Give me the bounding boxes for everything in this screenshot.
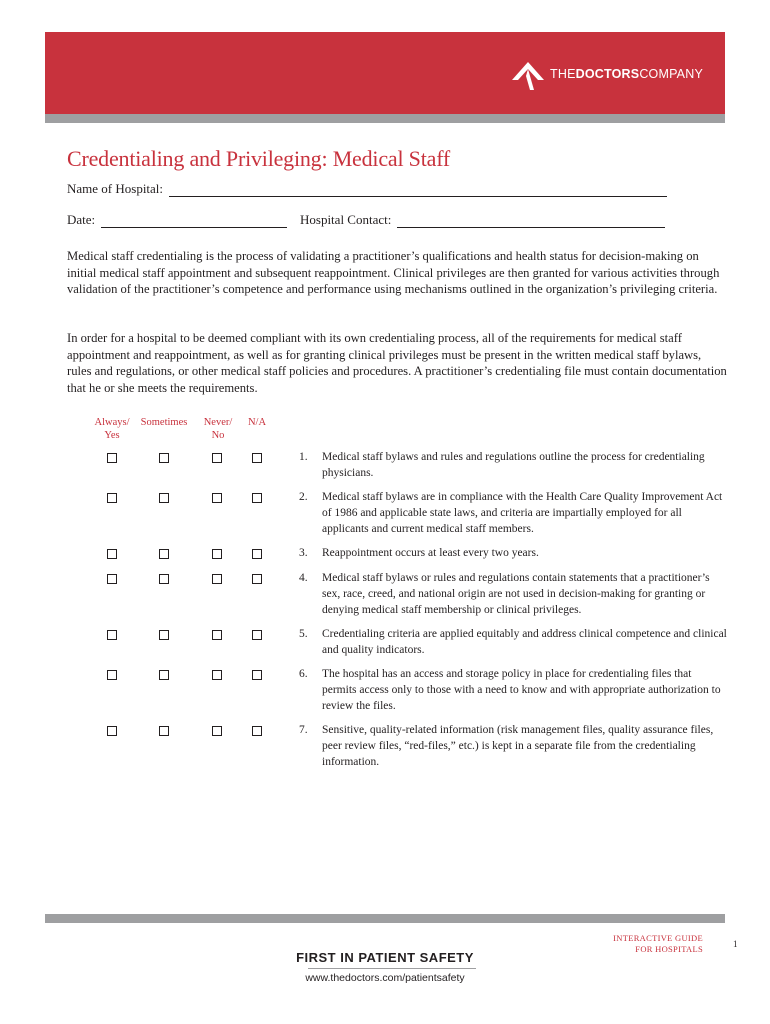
hospital-contact-field[interactable] — [300, 212, 665, 228]
checkbox-always-yes[interactable] — [107, 630, 117, 640]
checkbox-na[interactable] — [252, 453, 262, 463]
compliance-paragraph: In order for a hospital to be deemed compliant with its own credentialing process, all of the requirements for medical staff appointment and reappointment, as well as for granting clinical privileges must be present in the written medical staff bylaws, rules and regulations, or other medical staff policies and procedures. A practitioner’s credentialing file must contain documentation that he or she meets the requirements. — [67, 331, 727, 395]
checkbox-na[interactable] — [252, 726, 262, 736]
checkbox-always-yes[interactable] — [107, 670, 117, 680]
item-text: Medical staff bylaws or rules and regulations contain statements that a practitioner’s sex, race, creed, and national origin are not used in decision-making for granting or denying medical staff membership or clinical privileges. — [322, 572, 710, 616]
footer-divider — [45, 914, 725, 923]
checkbox-never-no[interactable] — [212, 670, 222, 680]
column-header-line: Always/ — [94, 417, 130, 428]
column-header-line: Yes — [104, 430, 120, 441]
column-header-na — [240, 416, 274, 429]
checkbox-na[interactable] — [252, 493, 262, 503]
checkbox-always-yes[interactable] — [107, 493, 117, 503]
item-number: 5. — [299, 628, 308, 640]
company-logo — [508, 54, 703, 94]
item-number: 4. — [299, 572, 308, 584]
column-header-sometimes — [136, 416, 192, 429]
item-number: 3. — [299, 547, 308, 559]
checkbox-always-yes[interactable] — [107, 453, 117, 463]
item-text: The hospital has an access and storage policy in place for credentialing files that permits access only to those with a need to know and with appropriate authorization to review the files. — [322, 668, 721, 712]
logo-text: THEDOCTORSCOMPANY — [550, 67, 703, 81]
checkbox-never-no[interactable] — [212, 630, 222, 640]
item-number: 2. — [299, 491, 308, 503]
header-banner — [45, 32, 725, 114]
item-text: Medical staff bylaws are in compliance with the Health Care Quality Improvement Act of 1986 and applicable state laws, and criteria are impartially employed for all applicants and current medical staff members. — [322, 491, 723, 535]
guide-tag-line: INTERACTIVE GUIDE — [613, 933, 703, 943]
checkbox-na[interactable] — [252, 549, 262, 559]
checkbox-na[interactable] — [252, 670, 262, 680]
date-line[interactable] — [101, 216, 287, 228]
hospital-contact-line[interactable] — [397, 216, 665, 228]
page-number: 1 — [733, 939, 738, 949]
checkbox-sometimes[interactable] — [159, 630, 169, 640]
column-header-line: Never/ — [203, 417, 233, 428]
column-header-line: No — [211, 430, 225, 441]
slogan-rule — [308, 968, 476, 969]
item-number: 7. — [299, 724, 308, 736]
column-header-line: Sometimes — [140, 417, 188, 428]
footer-slogan: FIRST IN PATIENT SAFETY — [296, 950, 474, 965]
column-header-always-yes — [88, 416, 136, 442]
logo-mark-icon — [508, 54, 548, 94]
hospital-name-line[interactable] — [169, 185, 667, 197]
checkbox-always-yes[interactable] — [107, 574, 117, 584]
item-text: Sensitive, quality-related information (risk management files, quality assurance files, peer review files, “red-files,” etc.) is kept in a separate file from the credentialing information. — [322, 724, 714, 768]
item-number: 6. — [299, 668, 308, 680]
intro-paragraph: Medical staff credentialing is the process of validating a practitioner’s qualifications and health status for decision-making on initial medical staff appointment and subsequent reappointment. Clinical privileges are then granted for various activities through validation of the practitioner’s competence and performance using mechanisms outlined in the organization’s privileging criteria. — [67, 249, 720, 296]
checkbox-never-no[interactable] — [212, 549, 222, 559]
item-text: Reappointment occurs at least every two years. — [322, 547, 539, 559]
checkbox-na[interactable] — [252, 630, 262, 640]
header-divider — [45, 114, 725, 123]
checkbox-na[interactable] — [252, 574, 262, 584]
footer-url[interactable]: www.thedoctors.com/patientsafety — [305, 972, 465, 984]
date-label: Date: — [67, 212, 96, 227]
hospital-name-label: Name of Hospital: — [67, 181, 164, 196]
checkbox-sometimes[interactable] — [159, 493, 169, 503]
checkbox-always-yes[interactable] — [107, 726, 117, 736]
checkbox-sometimes[interactable] — [159, 574, 169, 584]
checkbox-never-no[interactable] — [212, 574, 222, 584]
checkbox-sometimes[interactable] — [159, 549, 169, 559]
checkbox-sometimes[interactable] — [159, 726, 169, 736]
column-header-line: N/A — [247, 417, 267, 428]
guide-tag-line: FOR HOSPITALS — [635, 944, 703, 954]
checkbox-always-yes[interactable] — [107, 549, 117, 559]
hospital-name-field[interactable] — [67, 181, 667, 197]
item-text: Credentialing criteria are applied equitably and address clinical competence and clinical and quality indicators. — [322, 628, 727, 656]
page-title: Credentialing and Privileging: Medical Staff — [67, 146, 451, 171]
date-field[interactable] — [67, 212, 287, 228]
checkbox-sometimes[interactable] — [159, 670, 169, 680]
checkbox-never-no[interactable] — [212, 493, 222, 503]
checkbox-never-no[interactable] — [212, 453, 222, 463]
column-header-never-no — [196, 416, 240, 442]
item-text: Medical staff bylaws and rules and regulations outline the process for credentialing physicians. — [322, 451, 705, 479]
checkbox-sometimes[interactable] — [159, 453, 169, 463]
checkbox-never-no[interactable] — [212, 726, 222, 736]
item-number: 1. — [299, 451, 308, 463]
hospital-contact-label: Hospital Contact: — [300, 212, 392, 227]
